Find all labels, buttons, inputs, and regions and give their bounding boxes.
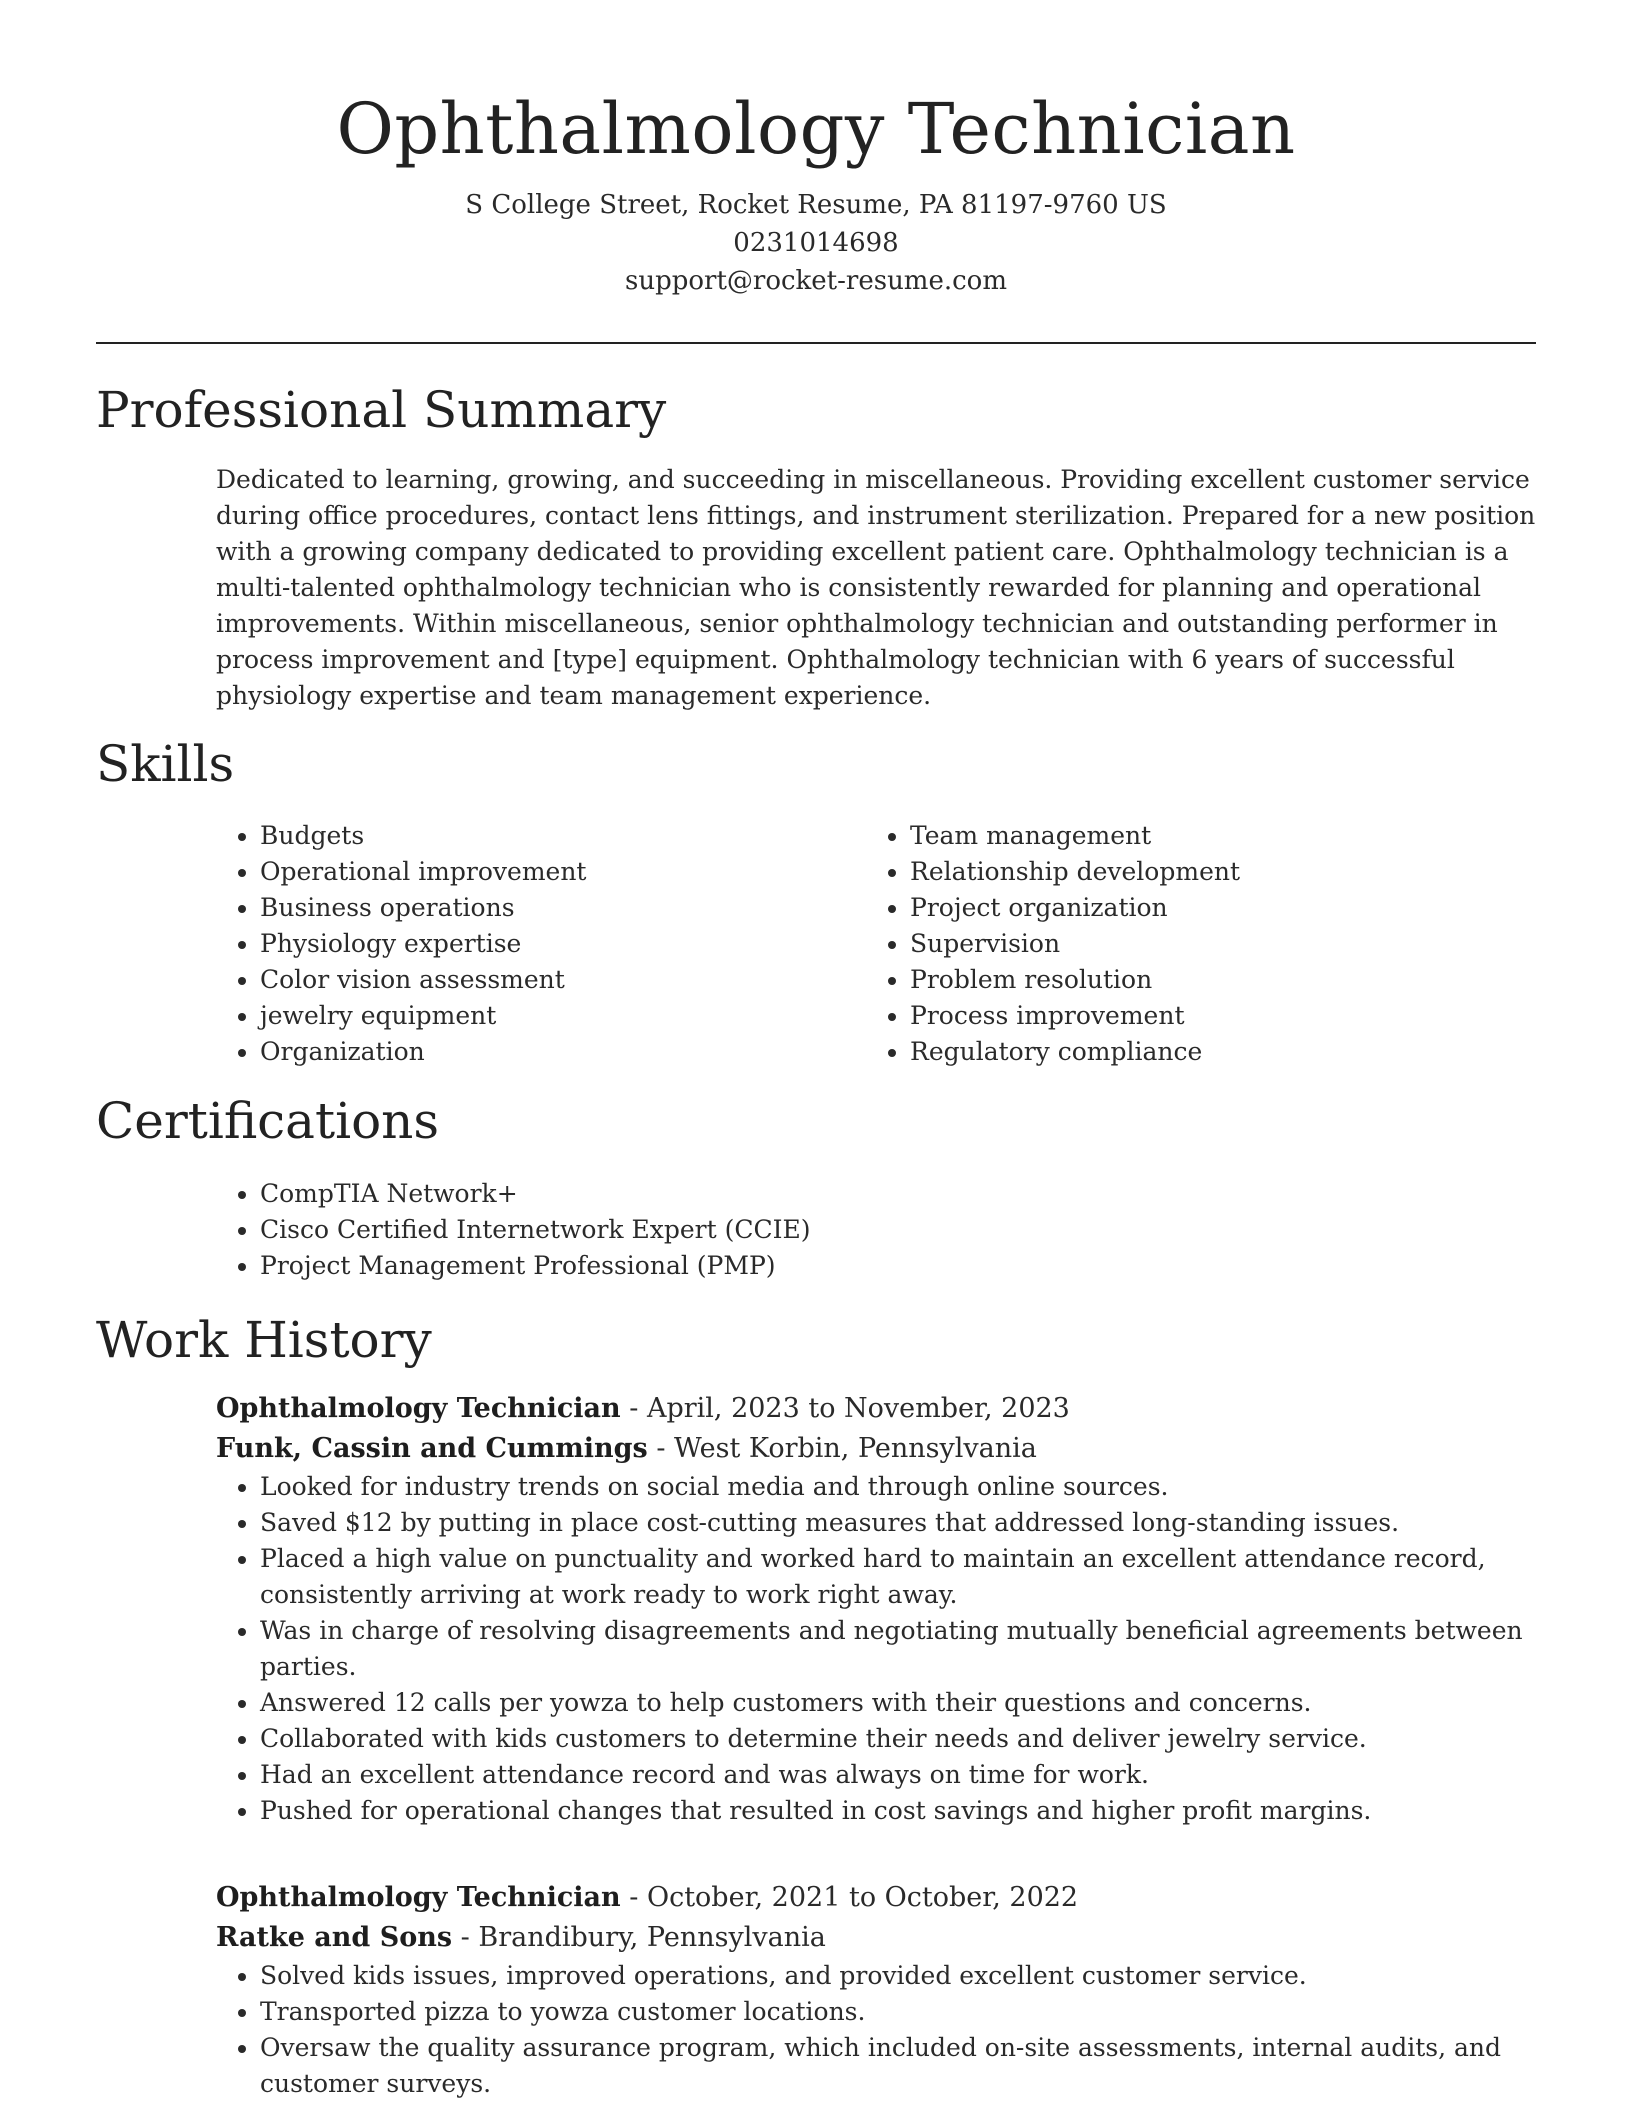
job-duty: • Collaborated with kids customers to determine their needs and deliver jewelry service. (260, 1721, 1546, 1757)
skills-list-right (866, 818, 1466, 1070)
skill-item: • Physiology expertise (260, 926, 816, 962)
skill-item: • jewelry equipment (260, 998, 816, 1034)
job-location: - Brandibury, Pennsylvania (452, 1922, 826, 1953)
certifications-heading: Certifications (96, 1092, 440, 1150)
job-duty: • Transported pizza to yowza customer locations. (260, 1994, 1546, 2030)
job-duty: • Looked for industry trends on social media and through online sources. (260, 1469, 1546, 1505)
job-title: Ophthalmology Technician (216, 1393, 621, 1424)
certification-item: • CompTIA Network+ (260, 1176, 1216, 1212)
job-duty: • Was in charge of resolving disagreements and negotiating mutually beneficial agreements between parties. (260, 1613, 1546, 1685)
skill-item: • Supervision (910, 926, 1466, 962)
skill-item: • Regulatory compliance (910, 1034, 1466, 1070)
email-address: support@rocket-resume.com (624, 266, 1007, 296)
address: S College Street, Rocket Resume, PA 81197-9760 US (465, 190, 1167, 220)
job-entry (216, 1878, 1546, 2102)
job-company: Funk, Cassin and Cummings (216, 1433, 648, 1464)
skill-item: • Operational improvement (260, 854, 816, 890)
skill-item: • Team management (910, 818, 1466, 854)
job-company: Ratke and Sons (216, 1922, 453, 1953)
skill-item: • Project organization (910, 890, 1466, 926)
skills-column-right (866, 818, 1466, 1070)
skills-list-left (216, 818, 816, 1070)
skill-item: • Organization (260, 1034, 816, 1070)
job-dates: - April, 2023 to November, 2023 (620, 1393, 1070, 1424)
skill-item: • Process improvement (910, 998, 1466, 1034)
skill-item: • Business operations (260, 890, 816, 926)
job-duty: • Oversaw the quality assurance program, which included on-site assessments, internal audits, and customer surveys. (260, 2030, 1546, 2102)
job-duty: • Solved kids issues, improved operations, and provided excellent customer service. (260, 1958, 1546, 1994)
resume-header (0, 82, 1632, 300)
certifications-list-wrap (216, 1176, 1216, 1284)
certification-item: • Cisco Certified Internetwork Expert (CCIE) (260, 1212, 1216, 1248)
job-duty: • Pushed for operational changes that resulted in cost savings and higher profit margins. (260, 1793, 1546, 1829)
job-dates: - October, 2021 to October, 2022 (620, 1882, 1079, 1913)
job-duty: • Saved $12 by putting in place cost-cutting measures that addressed long-standing issues. (260, 1505, 1546, 1541)
skill-item: • Problem resolution (910, 962, 1466, 998)
job-company-line (216, 1918, 1546, 1958)
certification-item: • Project Management Professional (PMP) (260, 1248, 1216, 1284)
job-duty: • Had an excellent attendance record and was always on time for work. (260, 1757, 1546, 1793)
phone-number: 0231014698 (733, 228, 899, 258)
summary-heading: Professional Summary (96, 381, 667, 439)
job-duties-list (216, 1469, 1546, 1829)
skill-item: • Color vision assessment (260, 962, 816, 998)
candidate-name: Ophthalmology Technician (336, 88, 1296, 170)
certifications-list (216, 1176, 1216, 1284)
job-entry (216, 1389, 1546, 1829)
job-title: Ophthalmology Technician (216, 1882, 621, 1913)
skill-item: • Budgets (260, 818, 816, 854)
job-location: - West Korbin, Pennsylvania (647, 1433, 1037, 1464)
job-title-line (216, 1878, 1546, 1918)
skills-column-left (216, 818, 816, 1070)
work-history-heading: Work History (96, 1311, 432, 1369)
header-divider (96, 342, 1536, 344)
job-duties-list (216, 1958, 1546, 2102)
job-duty: • Answered 12 calls per yowza to help customers with their questions and concerns. (260, 1685, 1546, 1721)
skill-item: • Relationship development (910, 854, 1466, 890)
job-duty: • Placed a high value on punctuality and worked hard to maintain an excellent attendance record, consistently arriving at work ready to work right away. (260, 1541, 1546, 1613)
skills-heading: Skills (96, 735, 235, 793)
job-company-line (216, 1429, 1546, 1469)
job-title-line (216, 1389, 1546, 1429)
summary-text: Dedicated to learning, growing, and succeeding in miscellaneous. Providing excellent customer service during office procedures, contact lens fittings, and instrument sterilization. Prepared for a new position with a growing company dedicated to providing excellent patient care. Ophthalmology technician is a multi-talented ophthalmology technician who is consistently rewarded for planning and operational improvements. Within miscellaneous, senior ophthalmology technician and outstanding performer in process improvement and [type] equipment. Ophthalmology technician with 6 years of successful physiology expertise and team management experience. (216, 465, 1536, 710)
